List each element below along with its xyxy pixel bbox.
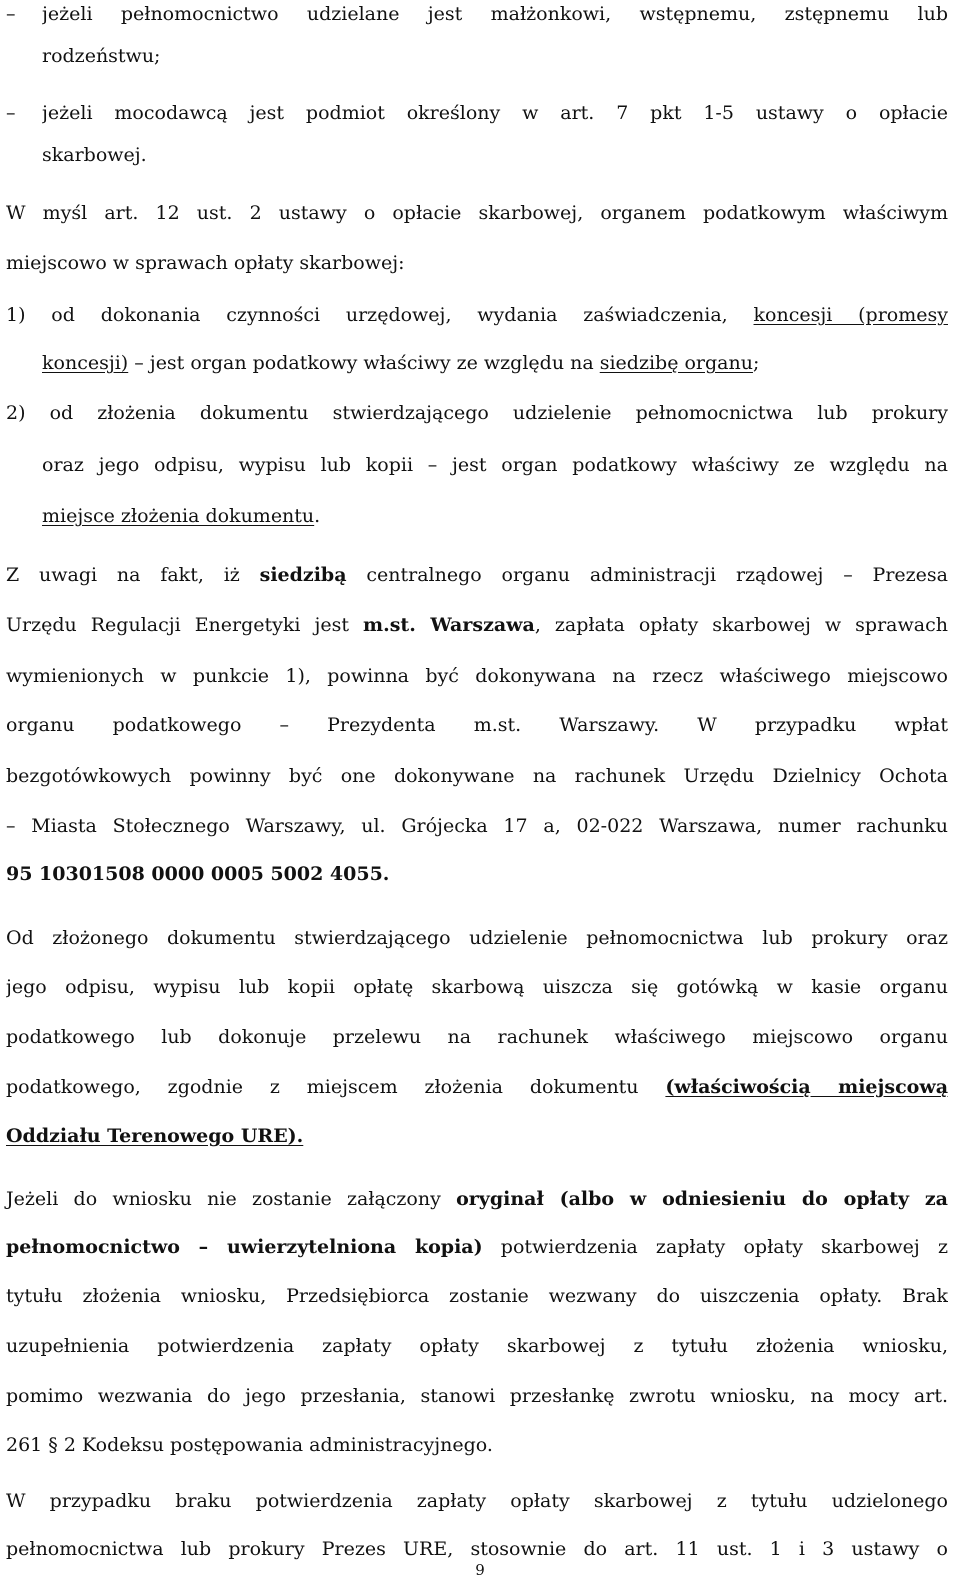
page-number: 9 [475,1561,485,1579]
paragraph-od-line3: podatkowego lub dokonuje przelewu na rachunek właściwego miejscowo organu [6,1026,948,1048]
point1-line2: koncesji) – jest organ podatkowy właściwy ze względu na siedzibę organu; [42,352,760,374]
paragraph-jezeli-line6: 261 § 2 Kodeksu postępowania administracyjnego. [6,1434,493,1456]
paragraph-jezeli-line1: Jeżeli do wniosku nie zostanie załączony oryginał (albo w odniesieniu do opłaty za [6,1188,948,1210]
paragraph-od-line4: podatkowego, zgodnie z miejscem złożenia dokumentu (właściwością miejscową [6,1076,948,1098]
point2-line3: miejsce złożenia dokumentu. [42,505,321,527]
paragraph-uwagi-line4: organu podatkowego – Prezydenta m.st. Warszawy. W przypadku wpłat [6,714,948,736]
paragraph-od-line5: Oddziału Terenowego URE). [6,1125,304,1147]
paragraph-od-line1: Od złożonego dokumentu stwierdzającego udzielenie pełnomocnictwa lub prokury oraz [6,927,948,949]
list-item-2-line1: jeżeli mocodawcą jest podmiot określony w art. 7 pkt 1-5 ustawy o opłacie [42,102,948,124]
paragraph-uwagi-line1: Z uwagi na fakt, iż siedzibą centralnego organu administracji rządowej – Prezesa [6,564,948,586]
paragraph-wprzypadku-line1: W przypadku braku potwierdzenia zapłaty opłaty skarbowej z tytułu udzielonego [6,1490,948,1512]
point1-line1: 1) od dokonania czynności urzędowej, wydania zaświadczenia, koncesji (promesy [6,304,948,326]
paragraph-jezeli-line4: uzupełnienia potwierdzenia zapłaty opłaty skarbowej z tytułu złożenia wniosku, [6,1335,948,1357]
paragraph-wmysl-line2: miejscowo w sprawach opłaty skarbowej: [6,252,405,274]
paragraph-uwagi-line5: bezgotówkowych powinny być one dokonywane na rachunek Urzędu Dzielnicy Ochota [6,765,948,787]
paragraph-jezeli-line2: pełnomocnictwo – uwierzytelniona kopia) potwierdzenia zapłaty opłaty skarbowej z [6,1236,948,1258]
paragraph-jezeli-line3: tytułu złożenia wniosku, Przedsiębiorca zostanie wezwany do uiszczenia opłaty. Brak [6,1285,948,1307]
list-dash-marker: – [6,3,16,25]
underlined-link-text: siedzibę organu [599,352,753,374]
list-item-1-line2: rodzeństwu; [42,45,161,67]
paragraph-jezeli-line5: pomimo wezwania do jego przesłania, stanowi przesłankę zwrotu wniosku, na mocy art. [6,1385,948,1407]
list-dash-marker: – [6,102,16,124]
underlined-link-text: koncesji (promesy [753,304,948,326]
point2-line2: oraz jego odpisu, wypisu lub kopii – jest organ podatkowy właściwy ze względu na [42,454,948,476]
paragraph-od-line2: jego odpisu, wypisu lub kopii opłatę skarbową uiszcza się gotówką w kasie organu [6,976,948,998]
paragraph-wprzypadku-line2: pełnomocnictwa lub prokury Prezes URE, stosownie do art. 11 ust. 1 i 3 ustawy o [6,1538,948,1560]
paragraph-uwagi-line6: – Miasta Stołecznego Warszawy, ul. Grójecka 17 a, 02-022 Warszawa, numer rachunku [6,815,948,837]
bank-account-number: 95 10301508 0000 0005 5002 4055. [6,863,390,885]
list-item-1-line1: jeżeli pełnomocnictwo udzielane jest małżonkowi, wstępnemu, zstępnemu lub [42,3,948,25]
point2-line1: 2) od złożenia dokumentu stwierdzającego udzielenie pełnomocnictwa lub prokury [6,402,948,424]
paragraph-uwagi-line3: wymienionych w punkcie 1), powinna być dokonywana na rzecz właściwego miejscowo [6,665,948,687]
list-item-2-line2: skarbowej. [42,144,147,166]
paragraph-wmysl-line1: W myśl art. 12 ust. 2 ustawy o opłacie skarbowej, organem podatkowym właściwym [6,202,948,224]
paragraph-uwagi-line2: Urzędu Regulacji Energetyki jest m.st. Warszawa, zapłata opłaty skarbowej w sprawach [6,614,948,636]
